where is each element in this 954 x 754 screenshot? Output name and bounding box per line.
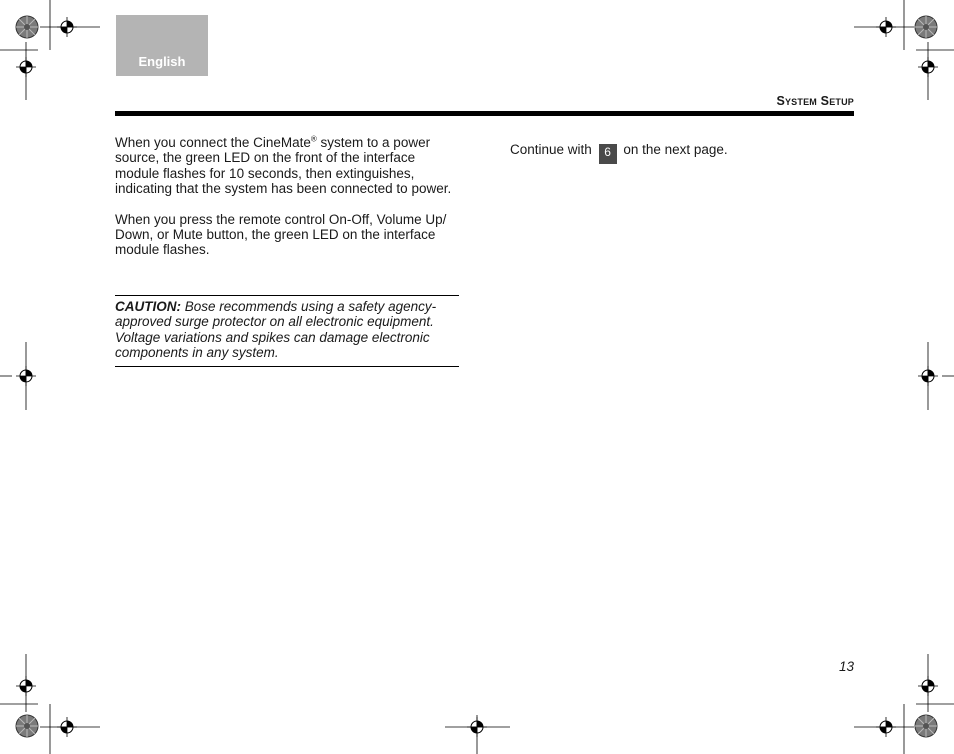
crosshair-registration-icon <box>918 676 938 696</box>
starburst-calibration-icon <box>16 16 38 38</box>
crosshair-registration-icon <box>57 717 77 737</box>
caution-label: CAUTION: <box>115 299 181 314</box>
crosshair-registration-icon <box>16 676 36 696</box>
page-number: 13 <box>838 659 854 674</box>
registered-mark: ® <box>310 134 317 144</box>
starburst-calibration-icon <box>16 715 38 737</box>
step-number-badge: 6 <box>599 144 617 164</box>
section-title: System Setup <box>776 94 854 108</box>
starburst-calibration-icon <box>915 16 937 38</box>
starburst-calibration-icon <box>915 715 937 737</box>
crosshair-registration-icon <box>16 57 36 77</box>
caution-text: Bose recommends using a safety agency-approved surge protector on all electronic equipment. Voltage variations and spikes can damage electronic components in any system. <box>115 299 437 361</box>
paragraph-led-remote: When you press the remote control On-Off, Volume Up/ Down, or Mute button, the green LED on the interface module flashes. <box>115 211 447 258</box>
paragraph-text: system to a power source, the green LED on the front of the interface module flashes for 10 seconds, then extinguishes, indicating that the system has been connected to power. <box>115 135 452 197</box>
continue-text-before: Continue with <box>510 142 592 157</box>
paragraph-text: When you connect the CineMate <box>115 135 311 150</box>
crosshair-registration-icon <box>876 17 896 37</box>
language-tab-label: English <box>138 54 186 69</box>
crosshair-registration-icon <box>918 366 938 386</box>
crosshair-registration-icon <box>57 17 77 37</box>
continue-text-after: on the next page. <box>623 142 728 157</box>
crosshair-registration-icon <box>16 366 36 386</box>
crosshair-registration-icon <box>467 717 487 737</box>
crosshair-registration-icon <box>918 57 938 77</box>
crosshair-registration-icon <box>876 717 896 737</box>
